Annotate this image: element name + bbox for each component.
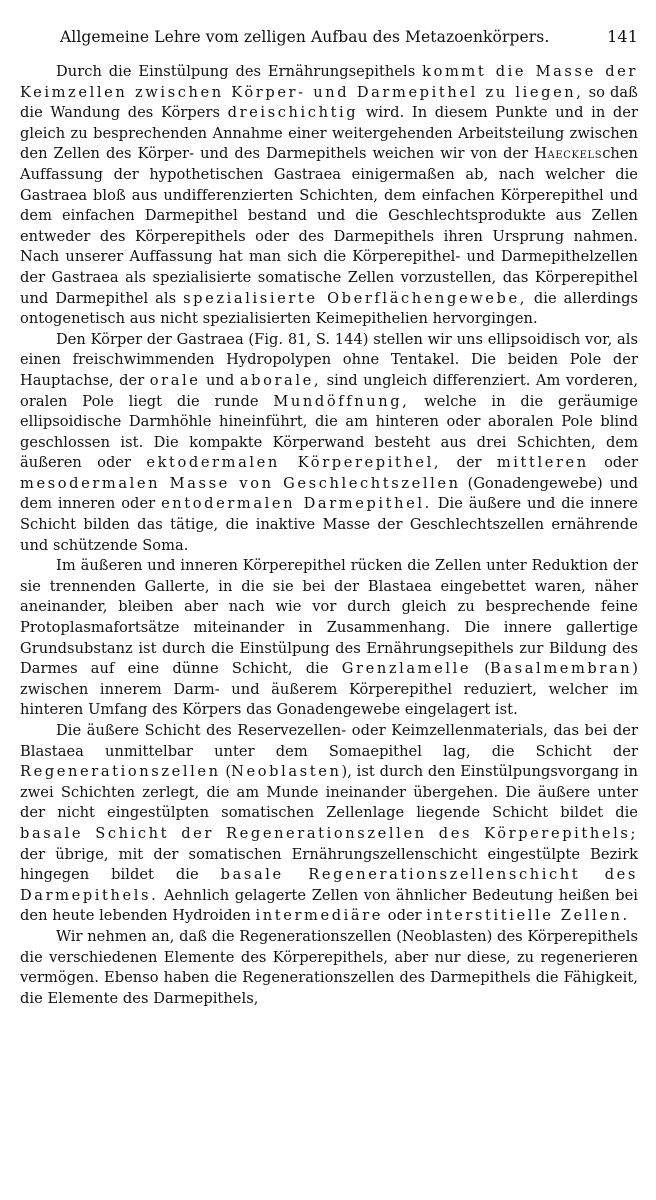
text-run: der übrige, mit der somatischen Ernährungszellenschicht eingestülpte Bezirk hingegen bildet die: [20, 845, 638, 884]
paragraph-3: [20, 556, 638, 721]
text-run: chen Auffassung der hypothetischen Gastraea einigermaßen ab, nach welcher die Gastraea bloß aus undifferenzierten Schichten, dem einfachen Körperepithel und dem einfachen Darmepithel bestand und die Geschlechtsprodukte aus Zellen entweder des Körperepithels oder des Darmepithels ihren Ursprung nahmen. Nach unserer Auffassung hat man sich die Körperepithel- und Darmepithelzellen der Gastraea als spezialisierte somatische Zellen vorzustellen, das Körperepithel und Darmepithel als: [20, 145, 638, 307]
text-run: welche in die geräumige ellipsoidische Darmhöhle hineinführt, die am hinteren oder aboralen Pole blind geschlossen ist. Die kompakte Körperwand besteht aus drei Schichten, dem äußeren oder: [20, 392, 638, 472]
spaced-emphasis: mesodermalen Masse von Geschlechtszellen: [20, 474, 461, 492]
spaced-emphasis: entodermalen Darmepithel.: [161, 495, 432, 513]
text-run: und: [200, 371, 240, 389]
body-text: [20, 62, 638, 1009]
paragraph-2: [20, 330, 638, 557]
paragraph-1: [20, 62, 638, 330]
text-run: ), ist durch den Einstülpungsvorgang in zwei Schichten zerlegt, die am Munde ineinander übergehen. Die äußere unter der nicht eingestülpten somatischen Zellenlage liegende Schicht bildet die: [20, 763, 639, 822]
paragraph-4: [20, 721, 638, 927]
text-run: die allerdings ontogenetisch aus nicht spezialisierten Keimepithelien hervorgingen.: [20, 289, 638, 328]
spaced-emphasis: intermediäre: [255, 907, 384, 925]
text-run: Durch die Einstülpung des Ernährungsepithels: [56, 63, 423, 80]
spaced-emphasis: dreischichtig: [227, 104, 359, 122]
text-run: Die äußere und die innere Schicht bilden das tätige, die inaktive Masse der Geschlechtszellen ernährende und schützende Soma.: [20, 495, 638, 554]
text-run: Aehnlich gelagerte Zellen von ähnlicher Bedeutung heißen bei den heute lebenden Hydroiden: [20, 886, 638, 925]
spaced-emphasis: mittleren: [496, 454, 589, 472]
spaced-emphasis: orale: [149, 371, 201, 389]
text-run: (: [220, 763, 232, 781]
running-head: [60, 28, 638, 46]
text-run: oder: [383, 907, 427, 925]
text-run: ) zwischen innerem Darm- und äußerem Körperepithel reduziert, welcher im hinteren Umfang des Körpers das Gonadengewebe eingelagert ist.: [20, 660, 638, 719]
paragraph-5: [20, 927, 638, 1009]
text-run: (: [471, 660, 491, 678]
spaced-emphasis: Grenzlamelle: [341, 660, 472, 678]
page-number: 141: [607, 27, 638, 46]
text-run: so daß die Wandung des Körpers: [20, 83, 638, 122]
text-run: Die äußere Schicht des Reservezellen- oder Keimzellenmaterials, das bei der Blastaea unmittelbar unter dem Somaepithel lag, die Schicht der: [20, 722, 638, 760]
text-run: (Gonadengewebe) und dem inneren oder: [20, 474, 638, 513]
text-run: der: [441, 454, 497, 472]
text-run: wird. In diesem Punkte und in der gleich zu besprechenden Annahme einer weitergehenden Arbeitsteilung zwischen den Zellen des Körper- und des Darmepithels weichen wir von der: [20, 104, 639, 163]
text-run: oder: [588, 454, 639, 472]
spaced-emphasis: Regenerationszellen: [20, 763, 221, 781]
spaced-emphasis: Basalmembran: [490, 660, 633, 678]
author-name: Haeckels: [534, 145, 603, 163]
running-title: Allgemeine Lehre vom zelligen Aufbau des Metazoenkörpers.: [60, 28, 550, 46]
text-run: Wir nehmen an, daß die Regenerationszellen (Neoblasten) des Körperepithels die verschiedenen Elemente des Körperepithels, aber nur diese, zu regenerieren vermögen. Ebenso haben die Regenerationszellen des Darmepithels die Fähigkeit, die Elemente des Darmepithels,: [20, 927, 638, 1007]
spaced-emphasis: basale Regenerationszellenschicht des Darmepithels.: [20, 866, 638, 904]
text-run: Im äußeren und inneren Körperepithel rücken die Zellen unter Reduktion der sie trennenden Gallerte, in die sie bei der Blastaea eingebettet waren, näher aneinander, bleiben aber nach wie vor durch gleich zu besprechende feine Protoplasmafortsätze miteinander in Zusammenhang. Die innere gallertige Grundsubstanz ist durch die Einstülpung des Ernährungsepithels zur Bildung des Darmes auf eine dünne Schicht, die: [20, 557, 638, 678]
spaced-emphasis: aborale,: [239, 371, 322, 389]
spaced-emphasis: ektodermalen Körperepithel,: [146, 454, 442, 472]
spaced-emphasis: basale Schicht der Regenerationszellen des Körperepithels;: [20, 824, 638, 842]
text-run: sind ungleich differenziert. Am vorderen, oralen Pole liegt die runde: [20, 371, 639, 410]
spaced-emphasis: spezialisierte Oberflächengewebe,: [183, 289, 527, 307]
spaced-emphasis: Neoblasten: [231, 763, 342, 781]
text-run: Den Körper der Gastraea (Fig. 81, S. 144) stellen wir uns ellipsoidisch vor, als einen freischwimmenden Hydropolypen ohne Tentakel. Die beiden Pole der Hauptachse, der: [20, 330, 638, 389]
spaced-emphasis: interstitielle Zellen.: [426, 907, 630, 925]
spaced-emphasis: kommt die Masse der Keimzellen zwischen Körper- und Darmepithel zu liegen,: [20, 63, 638, 101]
spaced-emphasis: Mundöffnung,: [273, 392, 410, 410]
